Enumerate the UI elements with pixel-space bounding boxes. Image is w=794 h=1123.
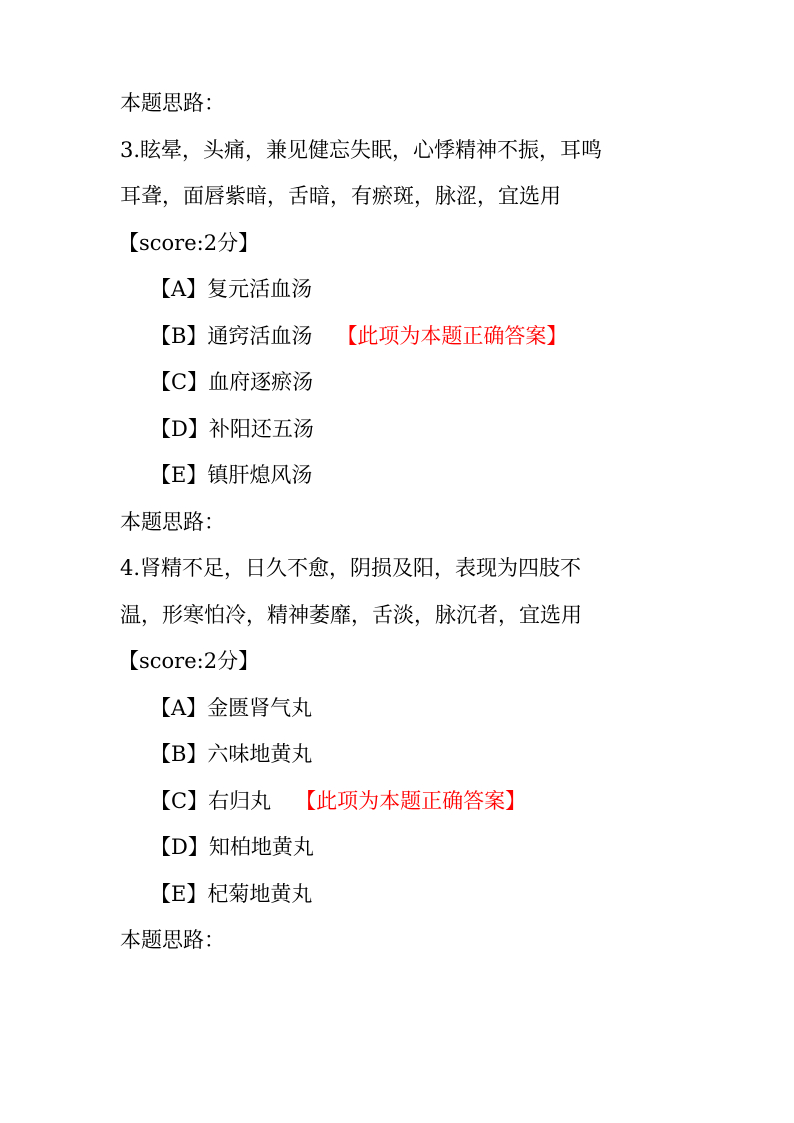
question-4-correct-answer-marker: 【此项为本题正确答案】 [295, 788, 527, 813]
solution-hint-heading: 本题思路： [120, 91, 225, 115]
question-4-score: 【score:2分】 [118, 649, 260, 673]
question-3-option-c: 【C】血府逐瘀汤 [150, 370, 314, 394]
question-3-option-b-row [120, 325, 720, 348]
question-3-option-d: 【D】补阳还五汤 [150, 416, 314, 441]
question-3-option-e: 【E】镇肝熄风汤 [150, 463, 313, 487]
question-3-score: 【score:2分】 [118, 230, 260, 255]
question-4-option-c: 【C】右归丸 [150, 788, 272, 813]
question-4-option-c-row [120, 790, 720, 813]
question-3-text-line-1: 3.眩晕，头痛，兼见健忘失眠，心悸精神不振，耳鸣 [120, 137, 603, 162]
question-3-correct-answer-marker: 【此项为本题正确答案】 [336, 323, 568, 348]
question-4-option-b: 【B】六味地黄丸 [150, 742, 313, 766]
solution-hint-heading: 本题思路： [120, 509, 225, 534]
question-4-text-line-1: 4.肾精不足，日久不愈，阴损及阳，表现为四肢不 [120, 556, 582, 580]
solution-hint-heading: 本题思路： [120, 928, 225, 952]
question-4-option-a: 【A】金匮肾气丸 [150, 695, 313, 720]
document-content [120, 92, 720, 976]
question-3-option-b: 【B】通窍活血汤 [150, 323, 313, 348]
question-4-option-d: 【D】知柏地黄丸 [150, 835, 314, 859]
question-3-text-line-2: 耳聋，面唇紫暗，舌暗，有瘀斑，脉涩，宜选用 [120, 184, 561, 208]
question-4-text-line-2: 温，形寒怕冷，精神萎靡，舌淡，脉沉者，宜选用 [120, 602, 582, 627]
question-4-option-e: 【E】杞菊地黄丸 [150, 881, 313, 906]
question-3-option-a: 【A】复元活血汤 [150, 277, 313, 301]
